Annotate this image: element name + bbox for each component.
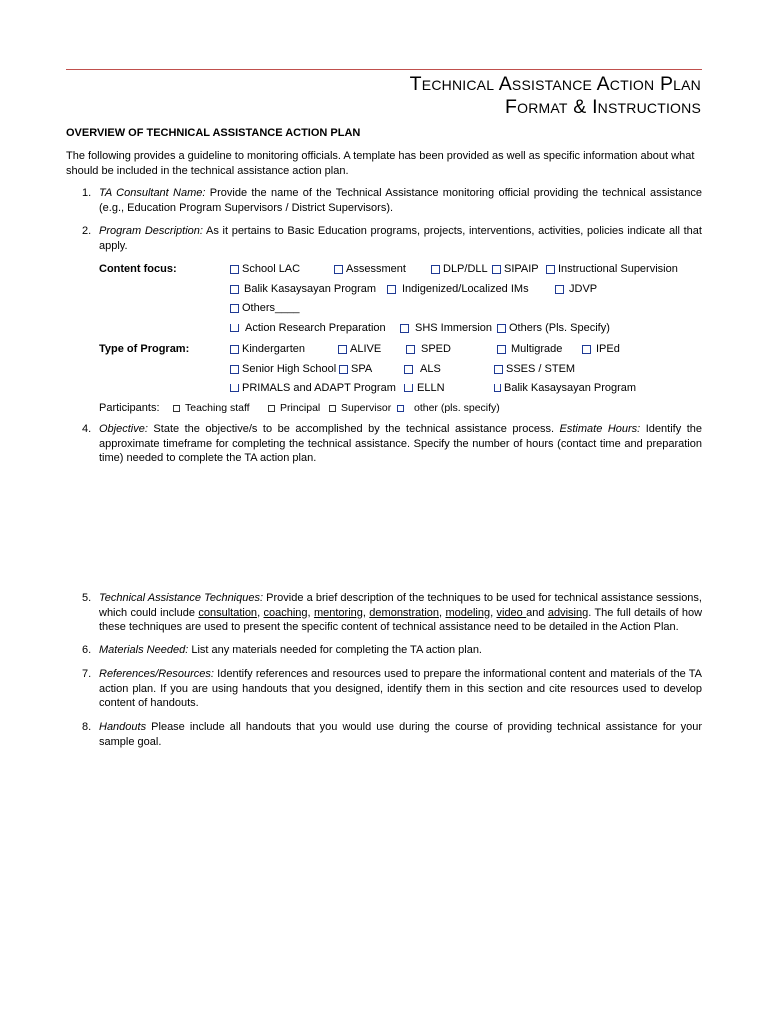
- option-balik-kasaysayan-program[interactable]: Balik Kasaysayan Program: [494, 382, 636, 394]
- checkbox-icon[interactable]: [230, 384, 239, 392]
- option-assessment[interactable]: Assessment: [334, 263, 406, 275]
- option-others[interactable]: Others____: [230, 302, 299, 314]
- option-als[interactable]: ALS: [404, 363, 441, 375]
- option-dlp-dll[interactable]: DLP/DLL: [431, 263, 488, 275]
- option-spa[interactable]: SPA: [339, 363, 372, 375]
- checkbox-icon[interactable]: [268, 405, 275, 412]
- item-objective: 4. Objective: State the objective/s to be accomplished by the technical assistance process. Estimate Hours: Identify the approximate timeframe for completing the technical assistance. Specify the number of hours (contact time and preparation time) needed to complete the TA action plan.: [82, 423, 702, 464]
- option-iped[interactable]: IPEd: [582, 343, 620, 355]
- participant-teaching-staff[interactable]: Teaching staff: [173, 402, 250, 414]
- item-handouts: 8. Handouts Please include all handouts that you would use during the course of providing technical assistance for your sample goal.: [82, 721, 702, 748]
- option-senior-high[interactable]: Senior High School: [230, 363, 336, 375]
- option-instructional-supervision[interactable]: Instructional Supervision: [546, 263, 678, 275]
- participant-supervisor[interactable]: Supervisor: [329, 402, 391, 414]
- program-type-label: Type of Program:: [99, 343, 190, 355]
- checkbox-icon[interactable]: [431, 265, 440, 274]
- item-materials-needed: 6. Materials Needed: List any materials needed for completing the TA action plan.: [82, 644, 482, 656]
- checkbox-icon[interactable]: [497, 345, 506, 354]
- participant-other[interactable]: other (pls. specify): [397, 402, 500, 414]
- participant-principal[interactable]: Principal: [268, 402, 320, 414]
- checkbox-icon[interactable]: [406, 345, 415, 354]
- document-title: Technical Assistance Action Plan: [409, 73, 701, 95]
- checkbox-icon[interactable]: [400, 324, 409, 333]
- option-alive[interactable]: ALIVE: [338, 343, 381, 355]
- option-jdvp[interactable]: JDVP: [555, 283, 597, 295]
- participants-label: Participants:: [99, 402, 160, 414]
- checkbox-icon[interactable]: [334, 265, 343, 274]
- checkbox-icon[interactable]: [230, 365, 239, 374]
- option-kindergarten[interactable]: Kindergarten: [230, 343, 305, 355]
- document-subtitle: Format & Instructions: [505, 96, 701, 118]
- content-focus-label: Content focus:: [99, 263, 177, 275]
- checkbox-icon[interactable]: [546, 265, 555, 274]
- item-consultant-name: 1. TA Consultant Name: Provide the name of the Technical Assistance monitoring official providing the technical assistance (e.g., Education Program Supervisors / District Supervisors).: [82, 187, 702, 214]
- checkbox-icon[interactable]: [329, 405, 336, 412]
- item-program-description: 2. Program Description: As it pertains to Basic Education programs, projects, interventions, activities, policies indicate all that apply.: [82, 225, 702, 252]
- option-sped[interactable]: SPED: [406, 343, 451, 355]
- header-rule: [66, 69, 702, 70]
- checkbox-icon[interactable]: [230, 304, 239, 313]
- checkbox-icon[interactable]: [497, 324, 506, 333]
- item-ta-techniques: 5. Technical Assistance Techniques: Provide a brief description of the techniques to be used for technical assistance sessions, which could include consultation, coaching, mentoring, demonstration, modeling, video and advising. The full details of how these techniques are used to present the specific content of technical assistance need to be detailed in the Action Plan.: [82, 592, 703, 633]
- option-indigenized-ims[interactable]: Indigenized/Localized IMs: [387, 283, 529, 295]
- checkbox-icon[interactable]: [230, 324, 239, 332]
- checkbox-icon[interactable]: [338, 345, 347, 354]
- intro-paragraph: The following provides a guideline to monitoring officials. A template has been provided as well as specific information about what should be included in the technical assistance action plan.: [66, 150, 695, 177]
- option-shs-immersion[interactable]: SHS Immersion: [400, 322, 492, 334]
- checkbox-icon[interactable]: [555, 285, 564, 294]
- checkbox-icon[interactable]: [494, 384, 501, 392]
- checkbox-icon[interactable]: [397, 405, 404, 412]
- checkbox-icon[interactable]: [230, 285, 239, 294]
- option-balik-kasaysayan[interactable]: Balik Kasaysayan Program: [230, 283, 376, 295]
- option-elln[interactable]: ELLN: [404, 382, 445, 394]
- option-school-lac[interactable]: School LAC: [230, 263, 300, 275]
- item-references-resources: 7. References/Resources: Identify references and resources used to prepare the informational content and materials of the TA action plan. If you are using handouts that you designed, identify them in this section and cite resources used to develop content of handouts.: [82, 668, 702, 709]
- option-multigrade[interactable]: Multigrade: [497, 343, 562, 355]
- checkbox-icon[interactable]: [492, 265, 501, 274]
- checkbox-icon[interactable]: [230, 265, 239, 274]
- checkbox-icon[interactable]: [173, 405, 180, 412]
- checkbox-icon[interactable]: [494, 365, 503, 374]
- option-sses-stem[interactable]: SSES / STEM: [494, 363, 575, 375]
- checkbox-icon[interactable]: [387, 285, 396, 294]
- option-primals-adapt[interactable]: PRIMALS and ADAPT Program: [230, 382, 396, 394]
- checkbox-icon[interactable]: [404, 384, 413, 392]
- checkbox-icon[interactable]: [230, 345, 239, 354]
- section-heading: OVERVIEW OF TECHNICAL ASSISTANCE ACTION PLAN: [66, 127, 361, 139]
- checkbox-icon[interactable]: [404, 365, 413, 374]
- option-action-research[interactable]: Action Research Preparation: [230, 322, 386, 334]
- option-others-specify[interactable]: Others (Pls. Specify): [497, 322, 610, 334]
- checkbox-icon[interactable]: [339, 365, 348, 374]
- option-sipaip[interactable]: SIPAIP: [492, 263, 539, 275]
- checkbox-icon[interactable]: [582, 345, 591, 354]
